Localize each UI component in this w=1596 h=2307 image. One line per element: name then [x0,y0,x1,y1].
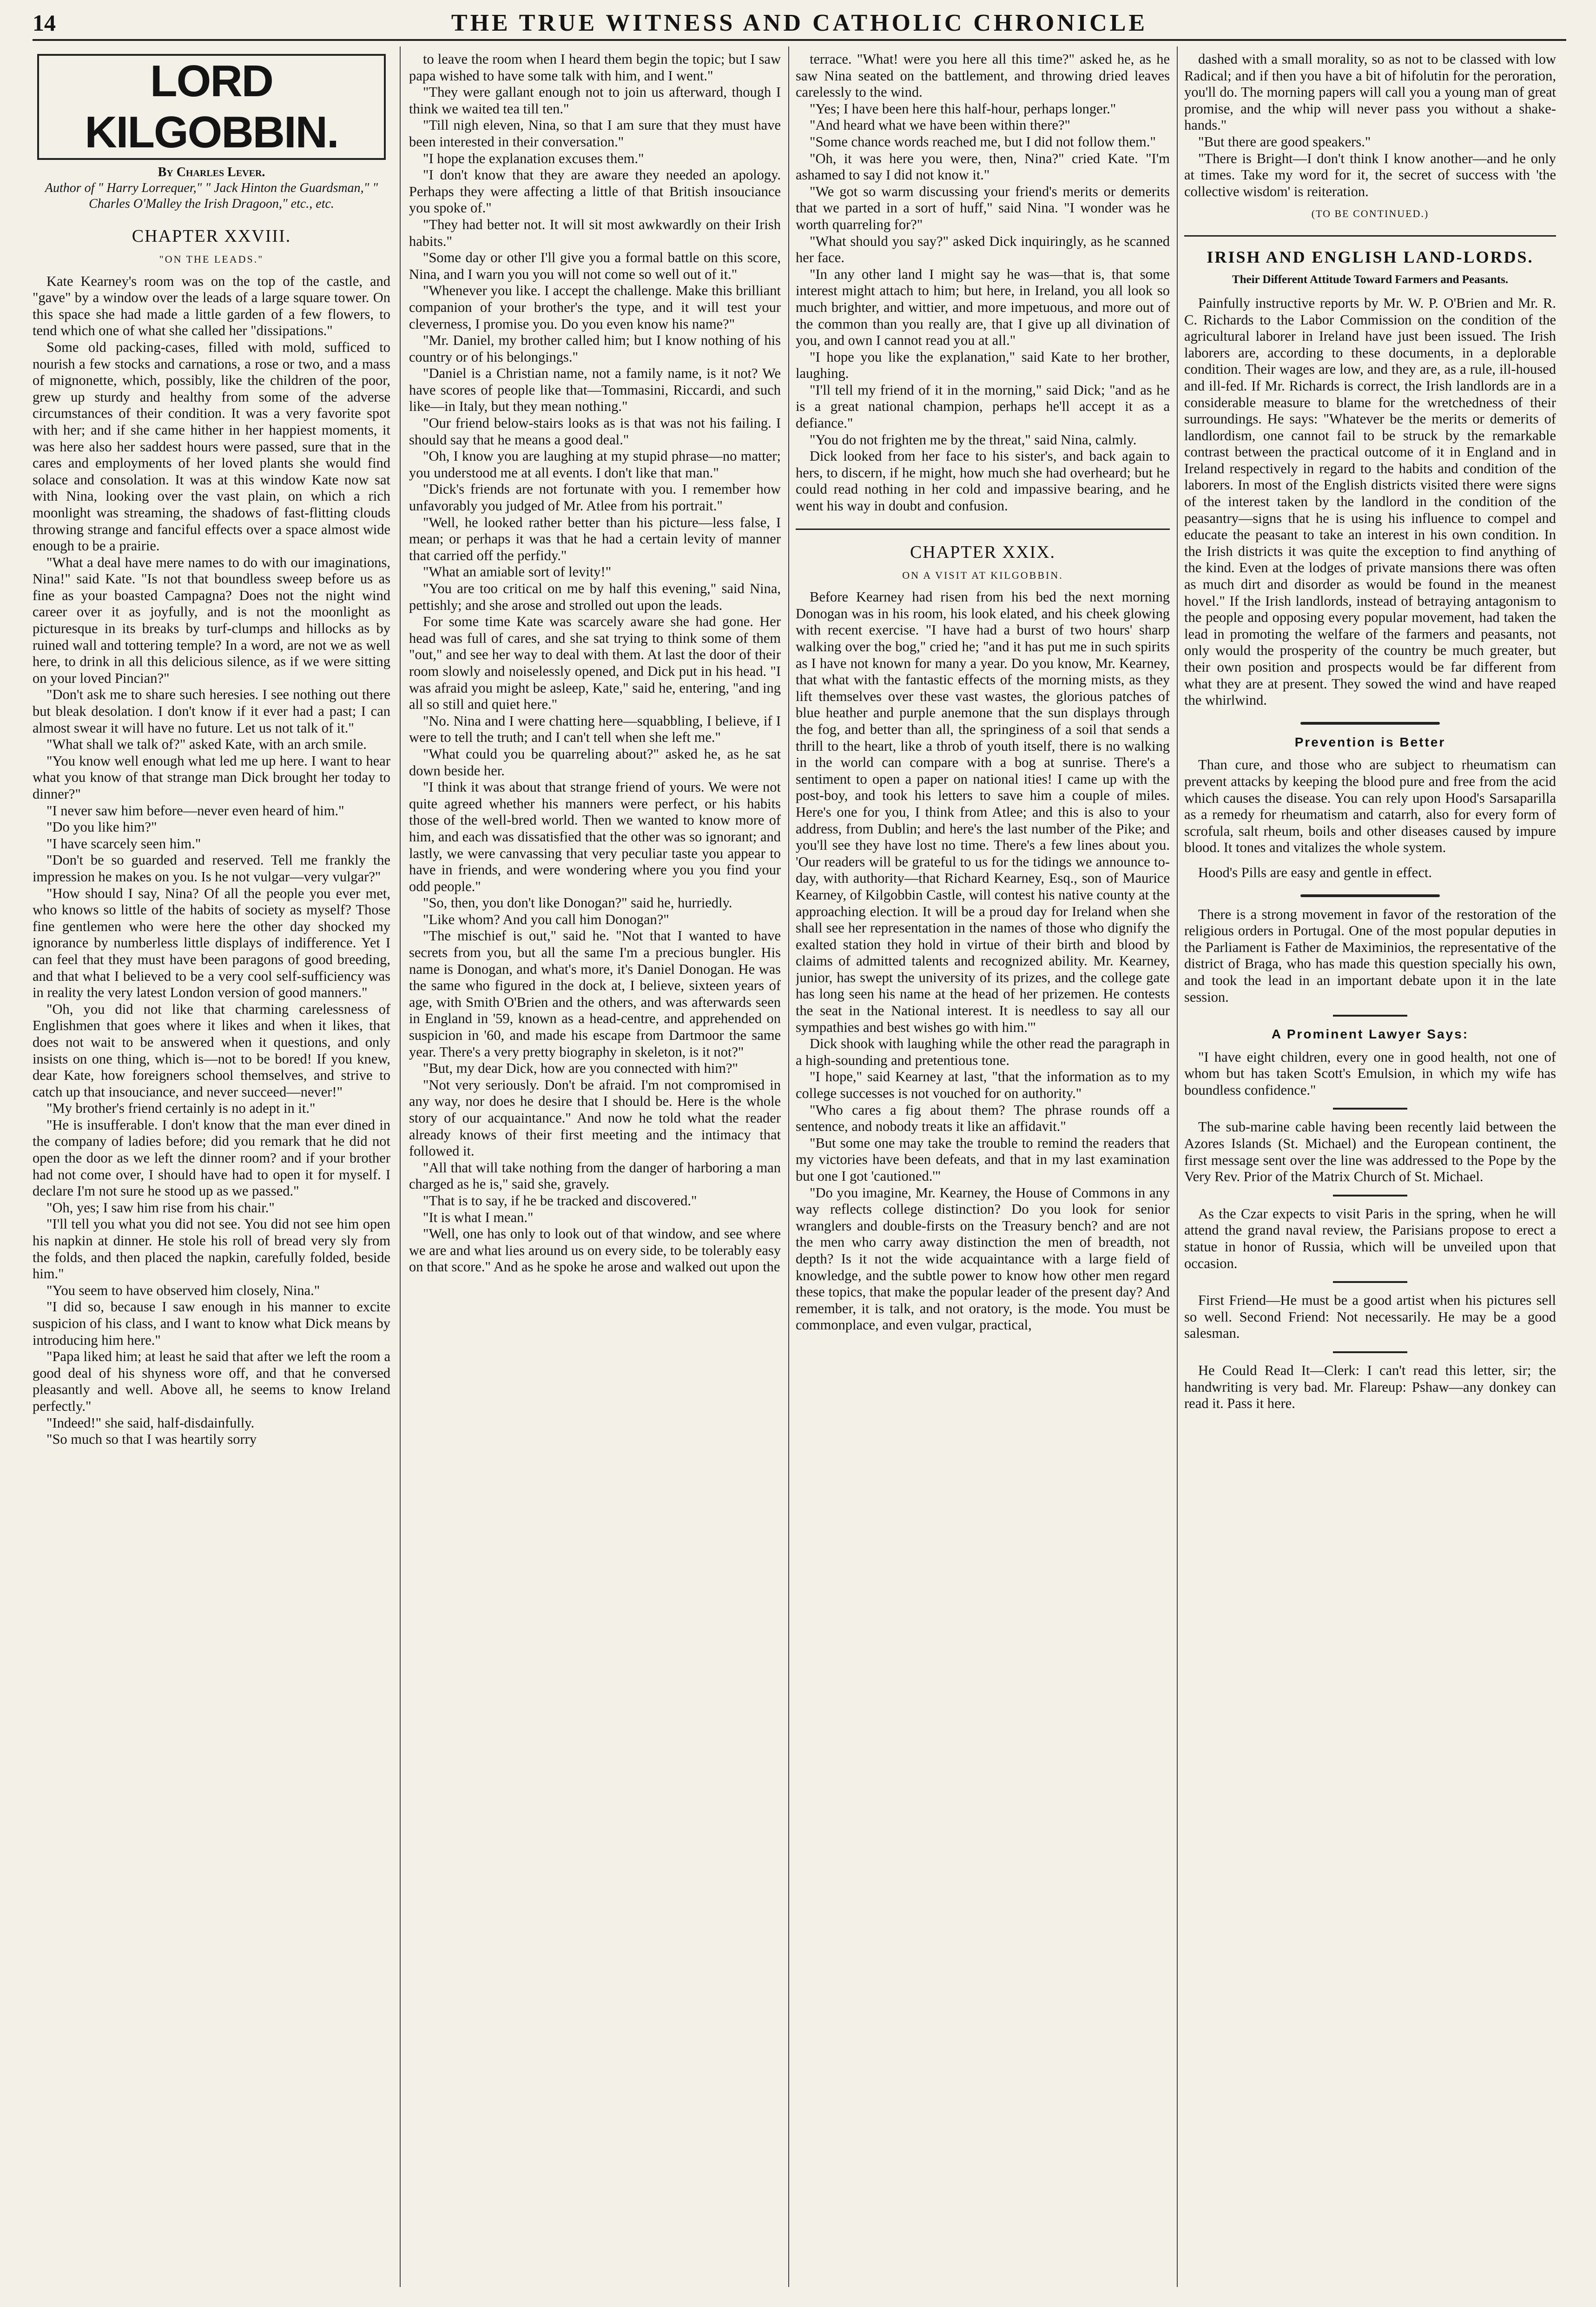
paragraph: "I have scarcely seen him." [46,835,201,852]
paragraph: "Dick's friends are not fortunate with you. I remember how unfavorably you judged of Mr. Atlee from his portrait." [409,481,781,514]
paragraph: "What a deal have mere names to do with our imaginations, Nina!" said Kate. "Is not that boundless sweep before us as fine as your boasted Campagna? Does not the night wind career over it as joyfully, and is not the moonlight as picturesque in its breaks by turf-clumps and hillocks as by ruined wall and tottering temple? In a word, are not we as well here, to drink in all this delicious silence, as if we were sitting on your loved Pincian?" [33,554,390,686]
paragraph: "Some chance words reached me, but I did not follow them." [810,133,1156,150]
paragraph: "Papa liked him; at least he said that after we left the room a good deal of his shyness wore off, and that he conversed pleasantly and well. Above all, he seems to know Ireland perfectly." [33,1349,390,1414]
story-title: LORD KILGOBBIN. [37,54,386,160]
chapter-28-subtitle: "ON THE LEADS." [159,253,264,265]
paragraph: "Oh, yes; I saw him rise from his chair." [46,1199,275,1216]
prevention-heading: Prevention is Better [1294,734,1446,749]
paragraph: "Well, one has only to look out of that window, and see where we are and what lies around us on every side, to be tolerably easy on that score." And as he spoke he arose and walked out upon the [409,1226,781,1275]
paragraph: "You do not frighten me by the threat," said Nina, calmly. [810,431,1137,448]
page-number: 14 [33,10,56,36]
paragraph: "That is to say, if he be tracked and discovered." [423,1192,697,1209]
paragraph: Dick looked from her face to his sister's, and back again to hers, to discern, if he might, how much she had overheard; but he could read nothing in her cold and impassive bearing, and he went his way in doubt and confusion. [796,448,1170,514]
column-2 [409,51,781,2287]
paragraph: "You know well enough what led me up here. I want to hear what you know of that strange man Dick brought her today to dinner?" [33,753,390,802]
paragraph: "In any other land I might say he was—that is, that some interest might attach to him; but here, in Ireland, you all look so much brighter, and wittier, and more impetuous, and more out of the common than you really are, that I give up all divination of you, and own I cannot read you at all." [796,266,1170,349]
paragraph: "Don't ask me to share such heresies. I see nothing out there but bleak desolation. I don't know if it ever had a past; I can almost swear it will have no future. Let us not talk of it." [33,687,390,736]
paragraph: "Some day or other I'll give you a formal battle on this score, Nina, and I warn you you will not come so well out of it." [409,250,781,282]
paragraph: Some old packing-cases, filled with mold, sufficed to nourish a few stocks and carnations, a rose or two, and a mass of mignonette, which, possibly, like the children of the poor, grew up sturdy and healthy from some of the adverse circumstances of their condition. It was a very favorite spot with her; and if she came hither in her happiest moments, it was here also her saddest hours were passed, sure that in the cares and employments of her loved plants she would find solace and consolation. It was at this window Kate now sat with Nina, looking over the vast plain, on which a rich moonlight was streaming, the shadows of fast-flitting clouds throwing strange and fanciful effects over a space almost wide enough to be a prairie. [33,339,390,554]
paragraph: "Well, he looked rather better than his picture—less false, I mean; or perhaps it was that he had a certain levity of manner that carried off the perfidy." [409,514,781,563]
czar-item: As the Czar expects to visit Paris in the spring, when he will attend the grand naval review, the Parisians propose to erect a statue in honor of Russia, which will be unveiled upon that occasion. [1184,1205,1556,1271]
column-4 [1184,51,1556,2287]
newspaper-title: THE TRUE WITNESS AND CATHOLIC CHRONICLE [451,9,1148,36]
paragraph: "I hope the explanation excuses them." [423,150,644,166]
clerk-joke: He Could Read It—Clerk: I can't read this letter, sir; the handwriting is very bad. Mr. Flareup: Pshaw—any donkey can read it. Pass it here. [1184,1362,1556,1412]
ornament-divider [1184,889,1556,901]
column-rule [400,46,401,2287]
paragraph: Before Kearney had risen from his bed the next morning Donogan was in his room, his look elated, and his cheek glowing with recent exercise. "I have had a burst of two hours' sharp walking over the bog," cried he; "and it has put me in such spirits as I have not known for many a year. Do you know, Mr. Kearney, that what with the fantastic effects of the morning mists, as they lift themselves over these vast wastes, the glorious patches of blue heather and purple anemone that the sun displays through the fog, and better than all, the springiness of a soil that sends a thrill to the heart, like a throb of youth itself, there is no walking in the world can compare with a bog at sunrise. There's a sentiment to open a paper on national ities! I came up with the post-boy, and took his letters to save him a couple of miles. Here's one for you, I think from Atlee; and this is also to your address, from Dublin; and here's the last number of the Pike; and you'll see they have lost no time. There's a few lines about you. 'Our readers will be grateful to us for the tidings we announce to-day, with authority—that Richard Kearney, Esq., son of Maurice Kearney, of Kilgobbin Castle, will contest his native county at the approaching election. It will be a proud day for Ireland when she shall see her representation in the names of those who dignify the exalted station they hold in virtue of their birth and blood by claims of admitted talents and recognized ability. Mr. Kearney, junior, has swept the university of its prizes, and the college gate has long seen his name at the head of her prizemen. He contests the seat in the National interest. It is needless to say all our sympathies and best wishes go with him.'" [796,589,1170,1035]
section-divider [1184,235,1556,237]
paragraph: "Whenever you like. I accept the challenge. Make this brilliant companion of your brother's the type, and it will test your cleverness, I promise you. Do you even know his name?" [409,283,781,332]
paragraph: "Our friend below-stairs looks as is that was not his failing. I should say that he means a good deal." [409,415,781,448]
paragraph: "Oh, it was here you were, then, Nina?" cried Kate. "I'm ashamed to say I did not know it." [796,150,1170,183]
story-text-col3 [796,51,1170,515]
paragraph: "You seem to have observed him closely, Nina." [46,1282,320,1298]
paragraph: "I hope you like the explanation," said Kate to her brother, laughing. [796,349,1170,382]
paragraph: "What an amiable sort of levity!" [423,564,612,580]
paragraph: "What should you say?" asked Dick inquiringly, as he scanned her face. [796,233,1170,266]
chapter-28-title: CHAPTER XXVIII. [132,226,291,246]
paragraph: "But, my dear Dick, how are you connected with him?" [423,1060,738,1077]
column-1 [33,51,390,2287]
column-3 [796,51,1170,2287]
paragraph: terrace. "What! were you here all this time?" asked he, as he saw Nina seated on the battlement, and throwing dried leaves carelessly to the wind. [796,51,1170,100]
paragraph: "He is insufferable. I don't know that the man ever dined in the company of ladies before; did you remark that he did not open the door as we left the dinner room? and if your brother had not come over, I should have had to open it for myself. I declare I'm not sure he stood up as we passed." [33,1117,390,1199]
paragraph: "Mr. Daniel, my brother called him; but I know nothing of his country or of his belongings." [409,332,781,365]
paragraph: "I'll tell you what you did not see. You did not see him open his napkin at dinner. He stole his roll of bread very sly from the folds, and then placed the napkin, carefully folded, beside him." [33,1216,390,1282]
column-rule [1177,46,1178,2287]
paragraph: "But there are good speakers." [1198,133,1371,150]
paragraph: "No. Nina and I were chatting here—squabbling, I believe, if I were to tell the truth; and I can't tell when she left me." [409,713,781,746]
paragraph: "The mischief is out," said he. "Not that I wanted to have secrets from you, but all the same I'm a precious bungler. His name is Donogan, and what's more, it's Daniel Donogan. He was the same who figured in the dock at, I believe, sixteen years of age, with Smith O'Brien and the others, and was afterwards seen in England in '59, known as a head-centre, and apprehended on suspicion in '60, and made his escape from Dartmoor the same year. There's a very pretty biography in skeleton, is it not?" [409,928,781,1060]
story-text-col1 [33,273,390,1448]
paragraph: "I don't know that they are aware they needed an apology. Perhaps they were affecting a little of that British insouciance you spoke of." [409,167,781,216]
chapter-29-text [796,589,1170,1334]
paragraph: "Do you like him?" [46,819,157,835]
paragraph: "They had better not. It will sit most awkwardly on their Irish habits." [409,216,781,249]
masthead [33,7,1566,41]
paragraph: to leave the room when I heard them begin the topic; but I saw papa wished to have some talk with him, and I went." [409,51,781,84]
paragraph: "I did so, because I saw enough in his manner to excite suspicion of his class, and I want to know what Dick means by introducing him here." [33,1299,390,1348]
irish-article-text [1184,295,1556,709]
paragraph: "How should I say, Nina? Of all the people you ever met, who knows so little of the habits of society as myself? Those fine gentlemen who were here the other day shocked my ignorance by numberless little displays of indifference. Yet I can feel that they must have been paragons of good breeding, and that what I believed to be a very cool self-sufficiency was in reality the very latest London version of good manners." [33,885,390,1001]
chapter-29-subtitle: ON A VISIT AT KILGOBBIN. [902,569,1063,581]
prevention-text: Than cure, and those who are subject to rheumatism can prevent attacks by keeping the blood pure and free from the acid which causes the disease. You can rely upon Hood's Sarsaparilla as a remedy for rheumatism and catarrh, also for every form of scrofula, salt rheum, boils and other diseases caused by impure blood. It tones and vitalizes the whole system. [1184,757,1556,856]
paragraph: "Like whom? And you call him Donogan?" [423,911,669,927]
paragraph: "But some one may take the trouble to remind the readers that my victories have been defeats, and that in my last examination but one I got 'cautioned.'" [796,1135,1170,1184]
paragraph: "My brother's friend certainly is no adept in it." [46,1100,316,1117]
paragraph: Painfully instructive reports by Mr. W. P. O'Brien and Mr. R. C. Richards to the Labor Commission on the condition of the agricultural laborer in Ireland have just been issued. The Irish laborers are, according to these documents, in a deplorable condition. Their wages are low, and they are, as a rule, ill-housed and ill-fed. If Mr. Richards is correct, the Irish landlords are in a considerable measure to blame for the wretchedness of their surroundings. He says: "Whatever be the merits or demerits of landlordism, one cannot fail to be struck by the remarkable contrast between the practical outcome of it in England and in Ireland respectively in regard to the habits and condition of the laborers. In most of the English districts visited there were signs of the interest taken by the landlord in the condition of the peasantry—signs that he is using his influence to compel and educate the peasant to take an interest in his own condition. In the Irish districts it was quite the exception to find anything of the kind. Even at the lodges of private mansions there was often as much dirt and disorder as would be found in the meanest hovel." If the Irish landlords, instead of betraying antagonism to the people and opposing every popular movement, had taken the lead in promoting the welfare of the farmers and peasants, not only would the prosperity of the country be much greater, but their own position and prospects would be far different from what they are at present. They sowed the wind and have reaped the whirlwind. [1184,295,1556,708]
paragraph: For some time Kate was scarcely aware she had gone. Her head was full of cares, and she sat trying to think some of them "out," and see her way to deal with them. At last the door of their room slowly and noiselessly opened, and Dick put in his head. "I was afraid you might be asleep, Kate," said he, entering, "and ing all so still and quiet here." [409,614,781,713]
short-divider [1333,1351,1407,1353]
paragraph: "Till nigh eleven, Nina, so that I am sure that they must have been interested in their conversation." [409,117,781,150]
irish-article-deck: Their Different Attitude Toward Farmers and Peasants. [1232,273,1509,286]
column-rule [788,46,789,2287]
paragraph: "I'll tell my friend of it in the morning," said Dick; "and as he is a great national champion, perhaps he'll accept it as a defiance." [796,382,1170,431]
paragraph: "We got so warm discussing your friend's merits or demerits that we parted in a sort of huff," said Nina. "I wonder was he worth quarreling for?" [796,183,1170,232]
paragraph: "Indeed!" she said, half-disdainfully. [46,1415,255,1431]
paragraph: "So, then, you don't like Donogan?" said he, hurriedly. [423,895,732,911]
paragraph: dashed with a small morality, so as not to be classed with low Radical; and if then you have a bit of hifolutin for the peroration, you'll do. The morning papers will call you a young man of great promise, and the whip will never pass you without a shake-hands." [1184,51,1556,133]
paragraph: "And heard what we have been within there?" [810,117,1070,133]
byline [33,165,390,212]
portugal-item: There is a strong movement in favor of the restoration of the religious orders in Portugal. One of the most popular deputies in the Parliament is Father de Maximinios, the representative of the district of Braga, who has made this question specially his own, and took the lead in an important debate upon it in the late session. [1184,906,1556,1005]
to-be-continued: (TO BE CONTINUED.) [1311,208,1429,220]
chapter-29-title: CHAPTER XXIX. [796,529,1170,563]
short-divider [1333,1015,1407,1017]
paragraph: "Do you imagine, Mr. Kearney, the House of Commons in any way reflects college distinction? Do you look for senior wranglers and double-firsts on the Treasury bench? and are not the men who carry away distinction the men of breadth, not depth? Is it not the wide acquaintance with a large field of knowledge, and the subtle power to know how other men regard these topics, that make the popular leader of the present day? And remember, it is talk, and not oratory, is the mode. You must be commonplace, and even vulgar, practical, [796,1184,1170,1333]
paragraph: "They were gallant enough not to join us afterward, though I think we waited tea till ten." [409,84,781,117]
paragraph: "All that will take nothing from the danger of harboring a man charged as he is," said she, gravely. [409,1159,781,1192]
paragraph: "I think it was about that strange friend of yours. We were not quite agreed whether his manners were perfect, or his habits those of the well-bred world. Then we wanted to know more of him, and each was dissatisfied that the other was so ignorant; and lastly, we were canvassing that very peculiar taste you appear to have in friends, and were wondering where you you find your odd people." [409,779,781,894]
irish-article-heading: IRISH AND ENGLISH LAND-LORDS. [1207,247,1534,266]
paragraph: Dick shook with laughing while the other read the paragraph in a high-sounding and pretentious tone. [796,1036,1170,1068]
paragraph: "You are too critical on me by half this evening," said Nina, pettishly; and she arose and strolled out upon the leads. [409,581,781,613]
paragraph: "Oh, you did not like that charming carelessness of Englishmen that goes where it likes and when it likes, that does not wait to be answered when it questions, and only insists on one thing, which is—not to be bored! If you knew, dear Kate, how foreigners school themselves, and strive to catch up that insouciance, and never succeed—never!" [33,1001,390,1100]
paragraph: "I hope," said Kearney at last, "that the information as to my college successes is not vouched for on authority." [796,1069,1170,1102]
friend-joke: First Friend—He must be a good artist when his pictures sell so well. Second Friend: Not necessarily. He may be a good salesman. [1184,1292,1556,1342]
paragraph: "What shall we talk of?" asked Kate, with an arch smile. [46,736,367,753]
paragraph: "Oh, I know you are laughing at my stupid phrase—no matter; you understood me at all events. I don't like that man." [409,448,781,481]
paragraph: "There is Bright—I don't think I know another—and he only at times. Take my word for it, the secret of success with 'the collective wisdom' is reiteration. [1184,150,1556,199]
byline-works: Author of " Harry Lorrequer," " Jack Hinton the Guardsman," " Charles O'Malley the Irish Dragoon," etc., etc. [45,181,378,211]
lawyer-heading: A Prominent Lawyer Says: [1271,1027,1469,1042]
story-text-col4 [1184,51,1556,200]
short-divider [1333,1281,1407,1283]
ornament-divider [1184,716,1556,728]
story-text-col2 [409,51,781,1276]
short-divider [1333,1108,1407,1110]
byline-author: By Charles Lever. [158,165,265,179]
paragraph: "I never saw him before—never even heard of him." [46,802,344,819]
paragraph: "Yes; I have been here this half-hour, perhaps longer." [810,100,1116,117]
cable-item: The sub-marine cable having been recently laid between the Azores Islands (St. Michael) and the European continent, the first message sent over the line was addressed to the Pope by the Very Rev. Prior of the Matrix Church of St. Michael. [1184,1119,1556,1185]
paragraph: "What could you be quarreling about?" asked he, as he sat down beside her. [409,746,781,779]
paragraph: "So much so that I was heartily sorry [46,1431,257,1448]
paragraph: "It is what I mean." [423,1209,534,1225]
hoods-pills-text: Hood's Pills are easy and gentle in effect. [1198,864,1432,880]
lawyer-text: "I have eight children, every one in good health, not one of whom but has taken Scott's Emulsion, in which my wife has boundless confidence." [1184,1049,1556,1098]
paragraph: "Not very seriously. Don't be afraid. I'm not compromised in any way, nor does he desire that I should be. Here is the whole story of our acquaintance." And now he told what the reader already knows of their first meeting and the intimacy that followed it. [409,1077,781,1159]
short-divider [1333,1195,1407,1196]
paragraph: "Daniel is a Christian name, not a family name, is it not? We have scores of people like that—Tommasini, Riccardi, and such like—in Italy, but they mean nothing." [409,365,781,415]
paragraph: Kate Kearney's room was on the top of the castle, and "gave" by a window over the leads of a large square tower. On this space she had made a little garden of a few flowers, to tend which one of what she called her "dissipations." [33,273,390,339]
paragraph: "Who cares a fig about them? The phrase rounds off a sentence, and nobody treats it like an affidavit." [796,1102,1170,1135]
paragraph: "Don't be so guarded and reserved. Tell me frankly the impression he makes on you. Is he not vulgar—very vulgar?" [33,852,390,885]
